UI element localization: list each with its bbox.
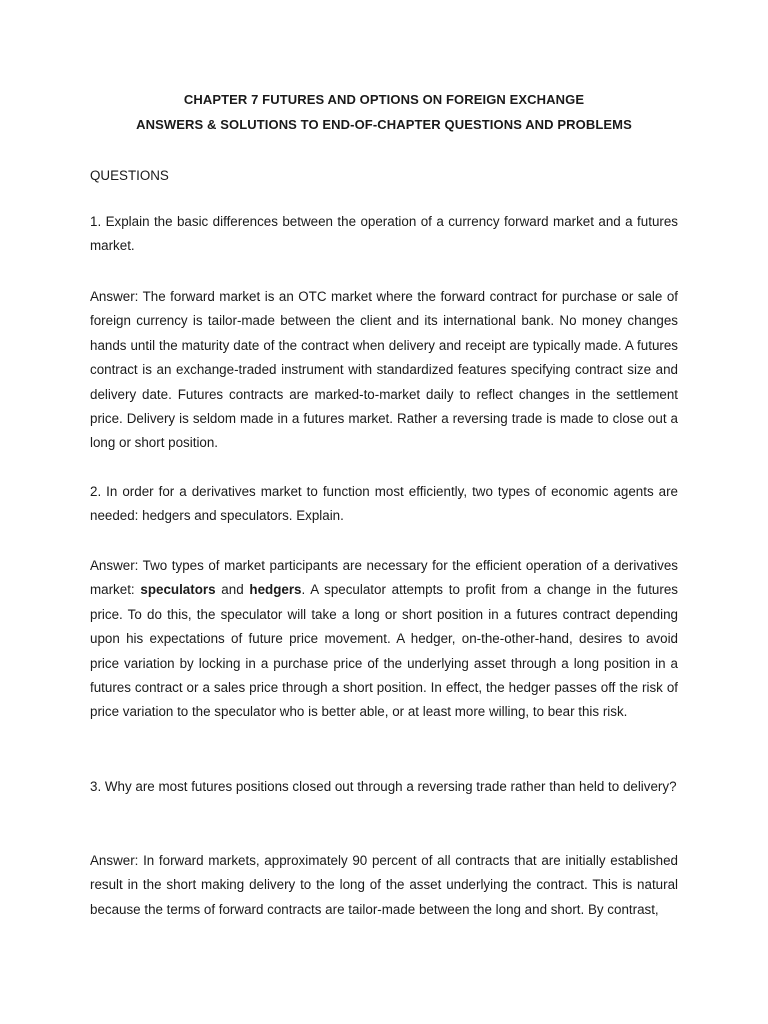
section-label-questions: QUESTIONS <box>90 168 169 183</box>
chapter-subtitle: ANSWERS & SOLUTIONS TO END-OF-CHAPTER QUESTIONS AND PROBLEMS <box>136 117 632 132</box>
answer-2-bold-speculators: speculators <box>140 582 216 598</box>
answer-2-text-part2: and <box>215 582 250 598</box>
answer-2-bold-hedgers: hedgers <box>249 582 302 598</box>
answer-2-text-part3: . A speculator attempts to profit from a change in the futures price. To do this, the speculator will take a long or short position in a futures contract depending upon his expectations of future price movement. A hedger, on-the-other-hand, desires to avoid price variation by locking in a purchase price of the underlying asset through a long position in a futures contract or a sales price through a short position. In effect, the hedger passes off the risk of price variation to the speculator who is better able, or at least more willing, to bear this risk. <box>90 582 678 720</box>
question-3: 3. Why are most futures positions closed out through a reversing trade rather than held to delivery? <box>90 779 677 794</box>
chapter-title: CHAPTER 7 FUTURES AND OPTIONS ON FOREIGN EXCHANGE <box>183 92 585 107</box>
answer-2 <box>90 554 678 725</box>
answer-2-text-part1: Answer: Two types of market participants are necessary for the efficient operation of a derivatives market: <box>90 558 678 598</box>
question-2: 2. In order for a derivatives market to function most efficiently, two types of economic agents are needed: hedgers and speculators. Explain. <box>90 484 678 524</box>
question-1: 1. Explain the basic differences between the operation of a currency forward market and a futures market. <box>90 214 678 254</box>
answer-1: Answer: The forward market is an OTC market where the forward contract for purchase or sale of foreign currency is tailor-made between the client and its international bank. No money changes hands until the maturity date of the contract when delivery and receipt are typically made. A futures contract is an exchange-traded instrument with standardized features specifying contract size and delivery date. Futures contracts are marked-to-market daily to reflect changes in the settlement price. Delivery is seldom made in a futures market. Rather a reversing trade is made to close out a long or short position. <box>90 289 678 451</box>
answer-3: Answer: In forward markets, approximately 90 percent of all contracts that are initially established result in the short making delivery to the long of the asset underlying the contract. This is natural because the terms of forward contracts are tailor-made between the long and short. By contrast, <box>90 853 678 917</box>
